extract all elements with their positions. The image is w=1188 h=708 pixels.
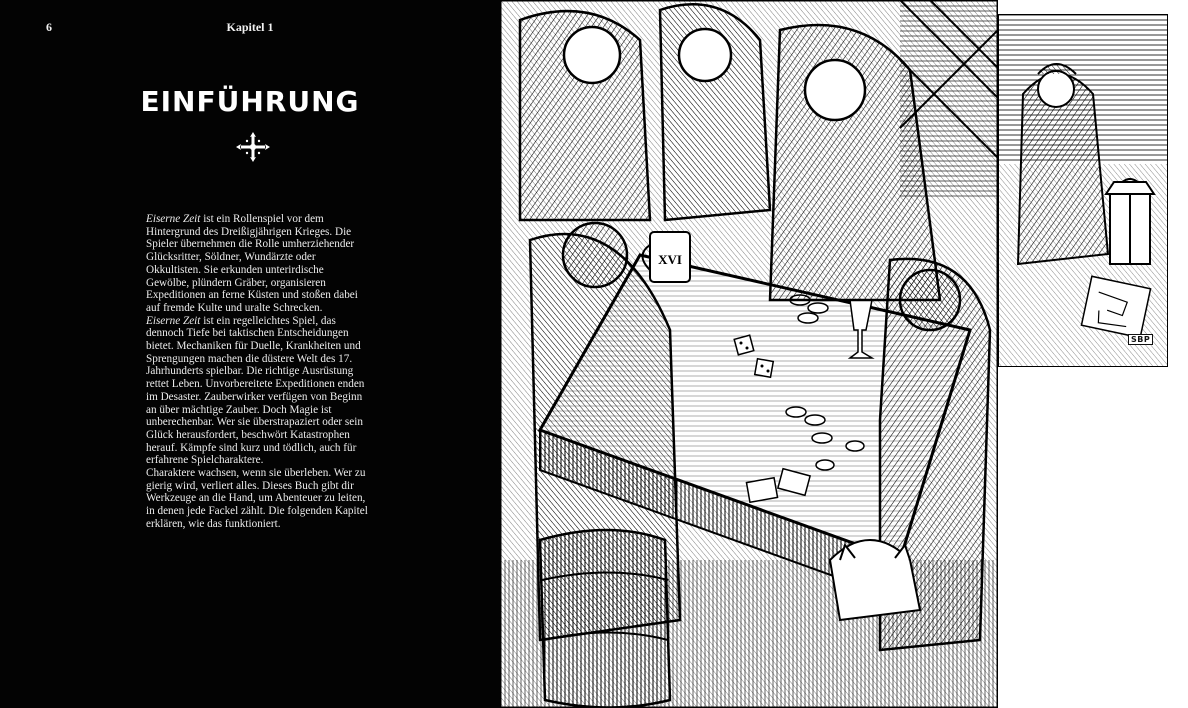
right-page xyxy=(500,0,1188,708)
book-title-italic: Eiserne Zeit xyxy=(146,213,201,225)
page-number: 6 xyxy=(46,20,52,34)
book-title-italic: Eiserne Zeit xyxy=(146,314,201,327)
woman-with-lantern-illustration xyxy=(998,14,1168,367)
body-text xyxy=(146,213,368,531)
paragraph-1 xyxy=(146,213,368,315)
paragraph-2-text: ist ein regelleichtes Spiel, das dennoch Tiefe bei taktischen Entscheidungen bietet. Mechaniken für Duelle, Krankheiten und Sprengungen machen die düstere Welt des 17. Jahrhunderts spielbar. Die richtige Ausrüstung rettet Leben. Unvorbereitete Expeditionen enden im Desaster. Zauberwirker verfügen von Beginn an über mächtige Zauber. Doch Magie ist unberechenbar. Wer sie überstrapaziert oder sein Glück herausfordert, beschwört Katastrophen herauf. Kämpfe sind kurz und tödlich, auch für erfahrene Spielcharaktere. xyxy=(146,314,365,467)
cross-fleury-ornament-icon xyxy=(236,132,270,162)
paragraph-2 xyxy=(146,315,368,467)
tankard-numeral: XVI xyxy=(658,252,682,267)
paragraph-1-text: ist ein Rollenspiel vor dem Hintergrund des Dreißigjährigen Krieges. Die Spieler übernehmen die Rolle umherziehender Glücksritter, Söldner, Wundärzte oder Okkultisten. Sie erkunden unterirdische Gewölbe, plündern Gräber, organisieren Expeditionen an ferne Küsten und stoßen dabei auf fremde Kulte und uralte Schrecken. xyxy=(146,213,358,314)
chapter-title: EINFÜHRUNG xyxy=(140,85,360,118)
tavern-dice-game-illustration xyxy=(500,0,998,708)
paragraph-3: Charaktere wachsen, wenn sie überleben. Wer zu gierig wird, verliert alles. Dieses Buch gibt dir Werkzeuge an die Hand, um Abenteuer zu leiten, in denen jede Fackel zählt. Die folgenden Kapitel erklären, wie das funktioniert. xyxy=(146,467,368,530)
left-page xyxy=(0,0,500,708)
artist-signature: SBP xyxy=(1128,334,1153,345)
running-head: Kapitel 1 xyxy=(226,20,274,34)
